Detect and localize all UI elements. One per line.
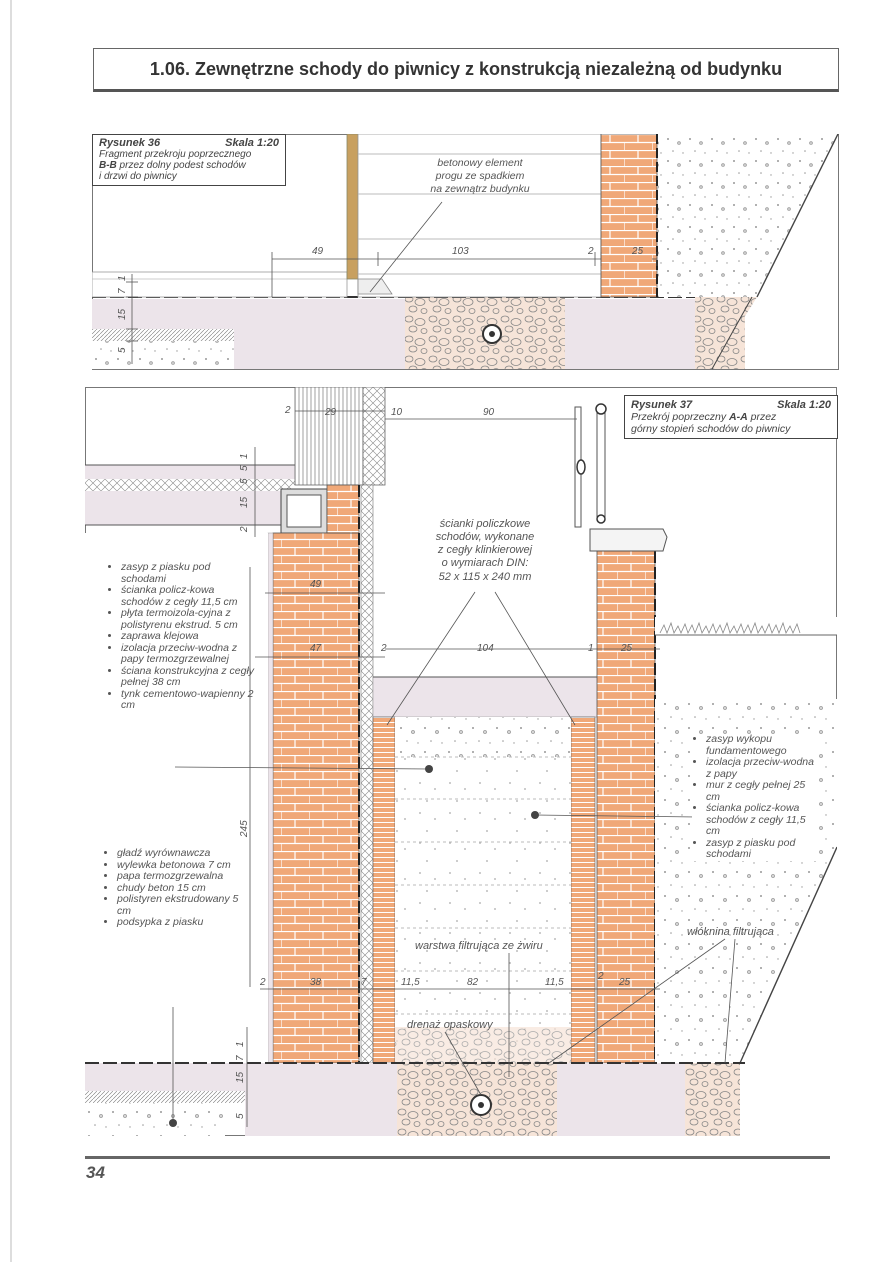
- dim-1c: 1: [235, 1041, 246, 1047]
- dim-2d: 2: [260, 977, 266, 988]
- dim-1b: 1: [588, 643, 594, 654]
- left-note-2: • ścianka policz-kowa schodów z cegły 11,5 cm: [121, 585, 257, 608]
- left-notes-floor: [103, 848, 253, 929]
- dim-104: 104: [477, 643, 494, 654]
- left-notes-walls: [107, 562, 257, 712]
- dim-25b: 25: [619, 977, 631, 988]
- dim-11b: 11,5: [545, 977, 564, 988]
- fig36-label-line1: betonowy element: [437, 157, 523, 169]
- fig36-number: Rysunek 36: [99, 137, 161, 149]
- dim-1a: 1: [239, 453, 250, 459]
- dim-38: 38: [310, 977, 322, 988]
- label-drain: drenaż opaskowy: [407, 1019, 493, 1031]
- dim-103: 103: [452, 246, 469, 257]
- dim-11a: 11,5: [401, 977, 420, 988]
- floor-note-2: • wylewka betonowa 7 cm: [117, 860, 253, 872]
- dim-2c: 2: [381, 643, 387, 654]
- label-geotextile: włóknina filtrująca: [687, 926, 774, 938]
- dim-5b: 5: [239, 478, 250, 484]
- fig36-caption-line3: i drzwi do piwnicy: [99, 171, 177, 182]
- right-note-5: • zasyp z piasku pod schodami: [706, 838, 817, 861]
- left-note-1: • zasyp z piasku pod schodami: [121, 562, 257, 585]
- fig37-center-line4: o wymiarach DIN:: [441, 557, 529, 569]
- fig37-number: Rysunek 37: [631, 399, 693, 411]
- floor-note-1: • gładź wyrównawcza: [117, 848, 253, 860]
- footer-rule: [85, 1156, 830, 1159]
- dim-90: 90: [483, 407, 495, 418]
- fig37-caption-line1b: przez: [747, 411, 777, 423]
- dim-10: 10: [391, 407, 403, 418]
- fig36-scale: Skala 1:20: [225, 137, 279, 149]
- dim-25a: 25: [621, 643, 633, 654]
- dim-25: 25: [632, 246, 644, 257]
- fig37-scale: Skala 1:20: [777, 399, 831, 411]
- dim-15: 15: [117, 308, 128, 320]
- page-title-box: [93, 48, 839, 92]
- dim-2b: 2: [239, 526, 250, 532]
- figure-36-caption: [92, 134, 286, 186]
- dim-2e: 2: [598, 971, 604, 982]
- dim-49: 49: [310, 579, 322, 590]
- dim-5a: 5: [239, 465, 250, 471]
- dim-7: 7: [117, 288, 128, 294]
- binding-margin-line: [10, 0, 12, 1262]
- dim-29: 29: [325, 407, 337, 418]
- fig37-caption-line1: Przekrój poprzeczny: [631, 411, 730, 423]
- page-title: 1.06. Zewnętrzne schody do piwnicy z konstrukcją niezależną od budynku: [149, 59, 783, 79]
- left-note-4: • zaprawa klejowa: [121, 631, 257, 643]
- fig36-label-line3: na zewnątrz budynku: [430, 183, 530, 195]
- dim-7a: 7: [361, 977, 367, 988]
- left-note-3: • płyta termoizola-cyjna z polistyrenu ekstrud. 5 cm: [121, 608, 257, 631]
- right-note-4: • ścianka policz-kowa schodów z cegły 11,5 cm: [706, 803, 817, 838]
- figure-37-caption: [624, 395, 838, 439]
- dim-2: 2: [588, 246, 594, 257]
- right-note-2: • izolacja przeciw-wodna z papy: [706, 757, 817, 780]
- left-note-6: • ściana konstrukcyjna z cegły pełnej 38 cm: [121, 666, 257, 689]
- fig37-center-line2: schodów, wykonane: [435, 531, 535, 543]
- floor-note-6: • podsypka z piasku: [117, 917, 253, 929]
- dim-5: 5: [117, 347, 128, 353]
- dim-15: 15: [239, 496, 250, 508]
- dim-245: 245: [239, 820, 250, 837]
- fig37-center-line5: 52 x 115 x 240 mm: [438, 571, 532, 583]
- floor-note-3: • papa termozgrzewalna: [117, 871, 253, 883]
- dim-2a: 2: [285, 405, 291, 416]
- fig36-label-line2: progu ze spadkiem: [435, 170, 525, 182]
- right-note-1: • zasyp wykopu fundamentowego: [706, 734, 817, 757]
- page-number: 34: [86, 1163, 105, 1182]
- floor-note-4: • chudy beton 15 cm: [117, 883, 253, 895]
- right-notes: [692, 734, 817, 861]
- dim-1: 1: [117, 275, 128, 281]
- fig37-caption-line2: górny stopień schodów do piwnicy: [631, 423, 791, 435]
- dim-47: 47: [310, 643, 322, 654]
- fig36-caption-line2: przez dolny podest schodów: [116, 160, 246, 171]
- fig37-center-line3: z cegły klinkierowej: [437, 544, 533, 556]
- dim-49: 49: [312, 246, 324, 257]
- label-gravel-layer: warstwa filtrująca ze żwiru: [415, 940, 543, 952]
- right-note-3: • mur z cegły pełnej 25 cm: [706, 780, 817, 803]
- fig36-caption-line1: Fragment przekroju poprzecznego: [99, 149, 252, 160]
- dim-15b: 15: [235, 1071, 246, 1083]
- floor-note-5: • polistyren ekstrudowany 5 cm: [117, 894, 253, 917]
- fig36-caption-bold: B-B: [99, 160, 117, 171]
- left-note-7: • tynk cementowo-wapienny 2 cm: [121, 689, 257, 712]
- left-note-5: • izolacja przeciw-wodna z papy termozgrzewalnej: [121, 643, 257, 666]
- fig37-center-line1: ścianki policzkowe: [439, 518, 531, 530]
- dim-7b: 7: [235, 1055, 246, 1061]
- dim-5c: 5: [235, 1113, 246, 1119]
- fig37-caption-bold: A-A: [729, 411, 748, 423]
- dim-82: 82: [467, 977, 479, 988]
